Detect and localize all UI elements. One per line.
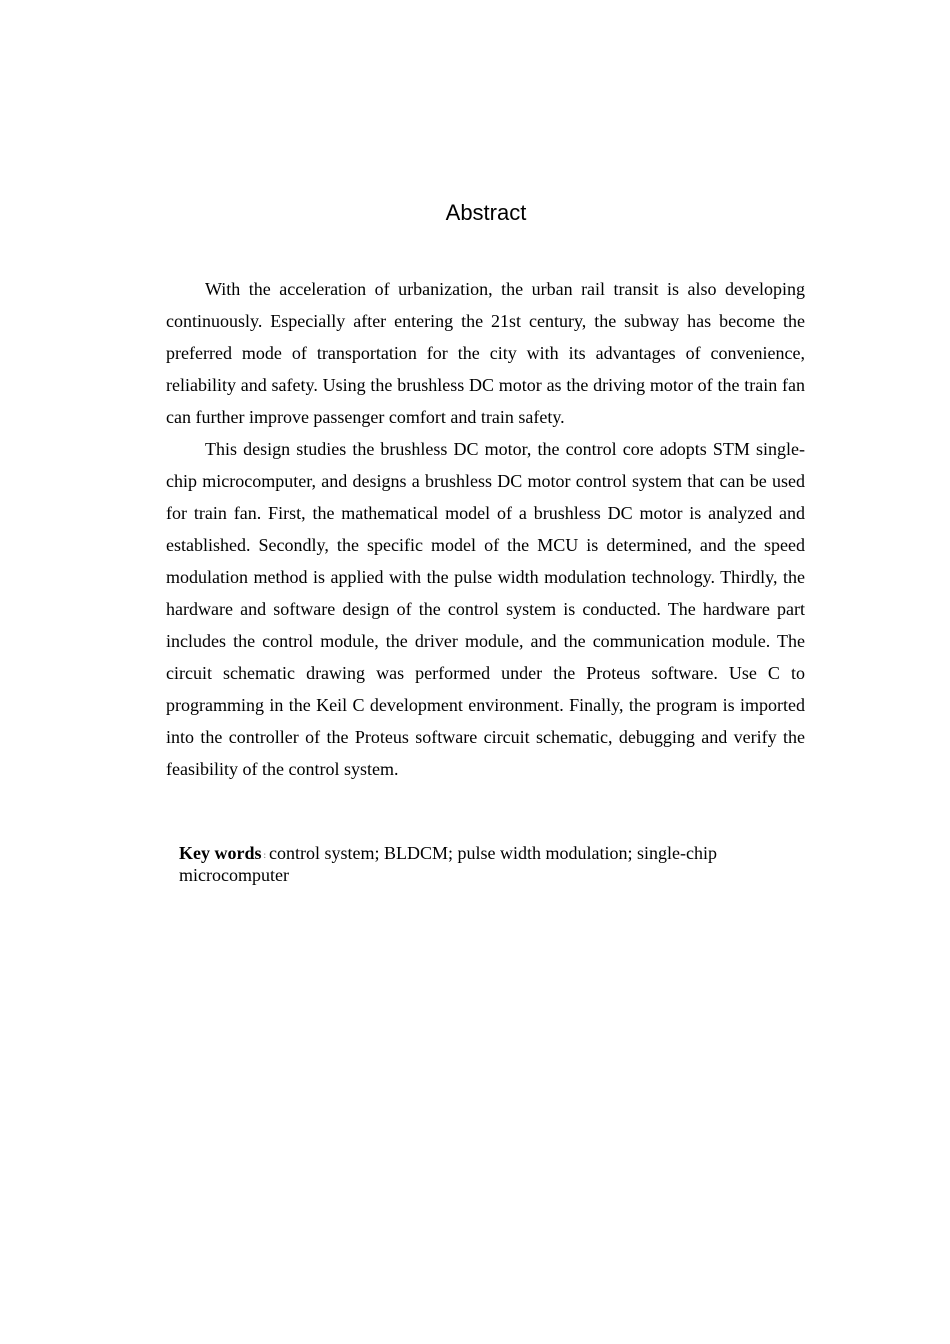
keywords-separator: : xyxy=(263,849,267,860)
abstract-paragraph-1: With the acceleration of urbanization, the urban rail transit is also developing continuously. Especially after entering the 21st century, the subway has become the preferred mode of transportation for the city with its advantages of convenience, reliability and safety. Using the brushless DC motor as the driving motor of the train fan can further improve passenger comfort and train safety. xyxy=(166,279,805,427)
abstract-paragraph-2: This design studies the brushless DC motor, the control core adopts STM single-chip microcomputer, and designs a brushless DC motor control system that can be used for train fan. First, the mathematical model of a brushless DC motor is analyzed and established. Secondly, the specific model of the MCU is determined, and the speed modulation method is applied with the pulse width modulation technology. Thirdly, the hardware and software design of the control system is conducted. The hardware part includes the control module, the driver module, and the communication module. The circuit schematic drawing was performed under the Proteus software. Use C to programming in the Keil C development environment. Finally, the program is imported into the controller of the Proteus software circuit schematic, debugging and verify the feasibility of the control system. xyxy=(166,439,805,779)
keywords-label: Key words xyxy=(179,843,262,863)
abstract-title: Abstract xyxy=(445,200,527,225)
keywords-line xyxy=(179,843,789,885)
abstract-body xyxy=(166,273,805,785)
keywords-text: control system; BLDCM; pulse width modulation; single-chip microcomputer xyxy=(179,843,717,885)
